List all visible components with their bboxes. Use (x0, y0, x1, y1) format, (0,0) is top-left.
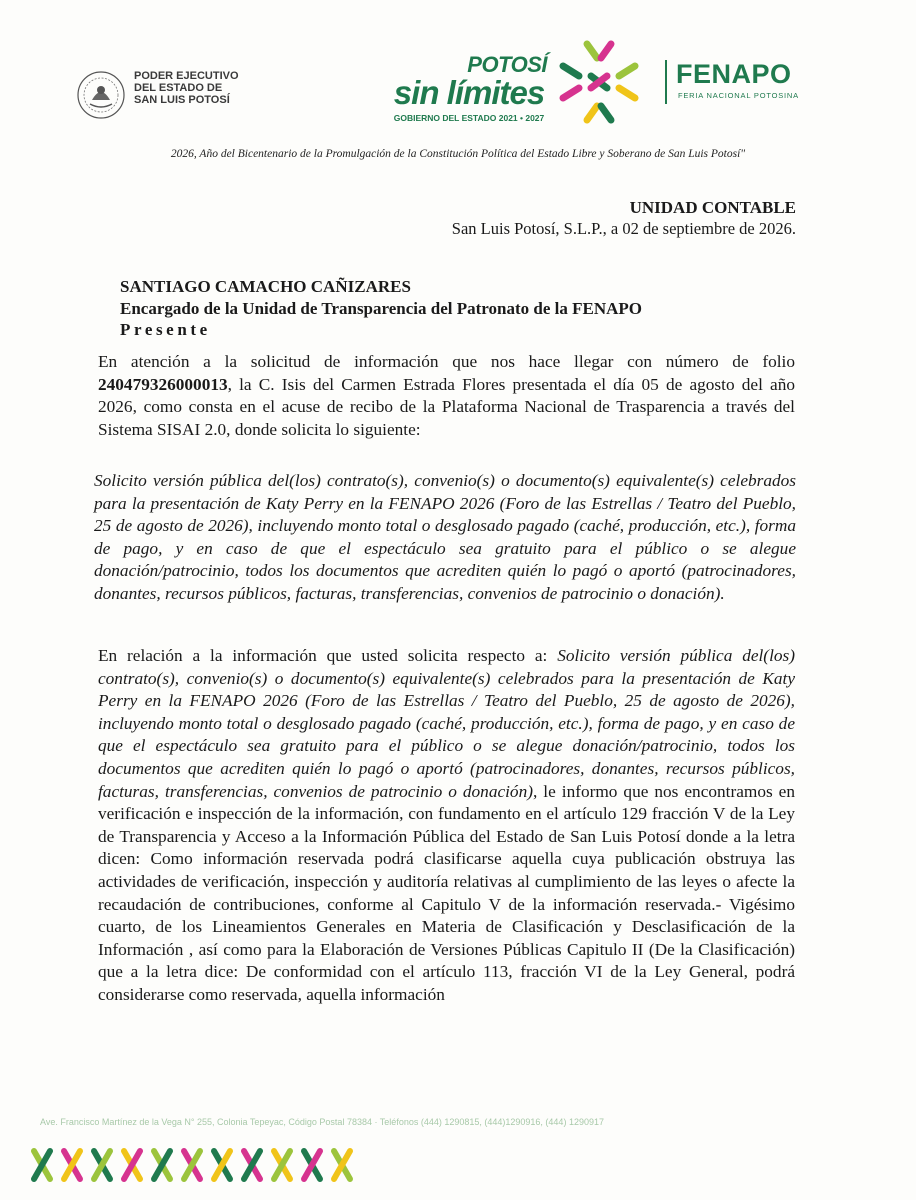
folio-number: 240479326000013 (98, 374, 228, 394)
government-name (134, 70, 254, 106)
p2-text-a: En relación a la información que usted solicita respecto a: (98, 646, 558, 665)
brand-gobierno: GOBIERNO DEL ESTADO 2021 • 2027 (393, 113, 545, 123)
p1-text-b: , la C. Isis del Carmen Estrada Flores presentada el día 05 de agosto del año 2026, como consta en el acuse de recibo de la Plataforma Nacional de Trasparencia a través del Sistema SISAI 2.0, donde solicita lo siguiente: (98, 374, 795, 439)
gov-line-1: PODER EJECUTIVO (134, 70, 239, 82)
letter-date: San Luis Potosí, S.L.P., a 02 de septiembre de 2026. (451, 219, 796, 238)
gov-line-2: DEL ESTADO DE (134, 82, 223, 94)
state-seal-logo (72, 70, 130, 120)
year-motto: 2026, Año del Bicentenario de la Promulgación de la Constitución Política del Estado Libre y Soberano de San Luis Potosí" (170, 148, 746, 160)
fenapo-subtitle: FERIA NACIONAL POTOSINA (678, 91, 799, 100)
paragraph-response (98, 645, 795, 1007)
fenapo-logo-text: FENAPO (676, 59, 792, 89)
potosi-star-emblem (557, 36, 641, 126)
p2-quoted-request: Solicito versión pública del(los) contrato(s), convenio(s) o documento(s) equivalente(s) celebrados para la presentación de Katy Perry en la FENAPO 2026 (Foro de las Estrellas / Teatro del Pueblo, 25 de agosto de 2026), incluyendo monto total o desglosado pagado (caché, producción, etc.), forma de pago, y en caso de que el espectáculo sea gratuito para el público o se alegue donación/patrocinio, todos los documentos que acrediten quién lo pagó o aportó (patrocinadores, donantes, recursos públicos, facturas, transferencias, convenios de patrocinio o donación) (98, 646, 795, 801)
footer-address: Ave. Francisco Martínez de la Vega N° 255, Colonia Tepeyac, Código Postal 78384 · Teléfonos (444) 1290815, (444)1290916, (444) 1290917 (40, 1117, 604, 1127)
request-quote: Solicito versión pública del(los) contrato(s), convenio(s) o documento(s) equivalente(s) celebrados para la presentación de Katy Perry en la FENAPO 2026 (Foro de las Estrellas / Teatro del Pueblo, 25 de agosto de 2026), incluyendo monto total o desglosado pagado (caché, producción, etc.), forma de pago, y en caso de que el espectáculo sea gratuito para el público o se alegue donación/patrocinio, todos los documentos que acrediten quién lo pagó o aportó (patrocinadores, donantes, recursos públicos, facturas, transferencias, convenios de patrocinio o donación). (94, 471, 796, 603)
recipient-title: Encargado de la Unidad de Transparencia del Patronato de la FENAPO (120, 299, 643, 318)
salutation: Presente (120, 320, 211, 339)
gov-line-3: SAN LUIS POTOSÍ (134, 94, 230, 106)
p1-text-a: En atención a la solicitud de información que nos hace llegar con número de folio (98, 352, 795, 371)
recipient-name: SANTIAGO CAMACHO CAÑIZARES (120, 277, 411, 296)
brand-potosi: POTOSÍ (467, 52, 547, 77)
footer-decorative-band (30, 1145, 370, 1185)
paragraph-request-intro (98, 351, 795, 441)
brand-sinlimites: sin límites (393, 74, 545, 111)
header-divider (665, 60, 667, 104)
issuing-unit: UNIDAD CONTABLE (629, 198, 796, 217)
p2-text-b: , le informo que nos encontramos en verificación e inspección de la información, con fundamento en el artículo 129 fracción V de la Ley de Transparencia y Acceso a la Información Pública del Estado de San Luis Potosí donde a la letra dicen: Como información reservada podrá clasificarse aquella cuya publicación obstruya las actividades de verificación, inspección y auditoría relativas al cumplimiento de las leyes o afecte la recaudación de contribuciones, conforme al Capitulo V de la información reservada.- Vigésimo cuarto, de los Lineamientos Generales en Materia de Clasificación y Desclasificación de la Información , así como para la Elaboración de Versiones Públicas Capitulo II (De la Clasificación) que a la letra dice: De conformidad con el artículo 113, fracción VI de la Ley General, podrá considerarse como reservada, aquella información (98, 781, 795, 1004)
